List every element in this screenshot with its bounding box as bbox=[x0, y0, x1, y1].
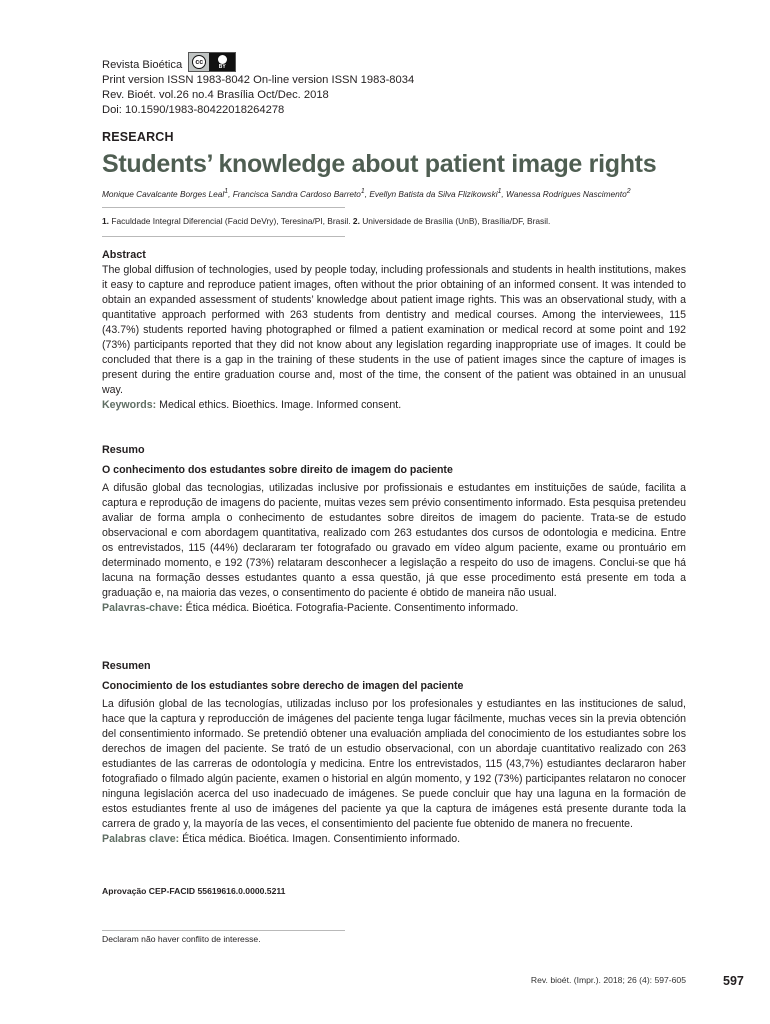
masthead bbox=[102, 52, 686, 118]
abstract-section bbox=[102, 248, 686, 413]
journal-line bbox=[102, 52, 686, 73]
resumen-text: La difusión global de las tecnologías, utilizadas incluso por los profesionales y estudiantes en las instituciones de salud, hace que la captura y reproducción de imágenes del paciente tenga lugar fácilmente, muchas veces sin la previa obtención del consentimiento informado. Se pretendió obtener una evaluación ampliada del conocimiento de los estudiantes sobre los derechos de imagen del paciente. Se trató de un estudio observacional, con un abordaje cuantitativo realizado con 263 estudiantes de las carreras de odontología y medicina. Entre los entrevistados, 115 (43,7%) estudiantes declararon haber fotografiado o filmado algún paciente, examen o historial en algún momento, y 192 (73%) participantes relataron no conocer ninguna legislación acerca del uso inadecuado de imágenes. Se puede concluir que hay una laguna en la formación de estos estudiantes frente al uso de imágenes del paciente ya que la captura de imágenes está presente durante toda la carrera de grado y, la mayoría de las veces, el consentimiento del paciente fue obtenido de manera no frecuente. bbox=[102, 698, 686, 830]
affiliations bbox=[102, 215, 702, 227]
resumen-heading: Resumen bbox=[102, 660, 151, 672]
resumo-subtitle: O conhecimento dos estudantes sobre direito de imagem do paciente bbox=[102, 464, 453, 476]
resumen-subtitle: Conocimiento de los estudiantes sobre derecho de imagen del paciente bbox=[102, 680, 464, 692]
author-name: Wanessa Rodrigues Nascimento bbox=[506, 188, 627, 199]
author-affiliation-mark: 1 bbox=[360, 188, 365, 195]
by-badge bbox=[209, 53, 235, 71]
keywords-text: Medical ethics. Bioethics. Image. Informed consent. bbox=[159, 399, 402, 411]
affiliation-text: Faculdade Integral Diferencial (Facid DeVry), Teresina/PI, Brasil. bbox=[111, 216, 351, 226]
doi-line[interactable]: Doi: 10.1590/1983-80422018264278 bbox=[102, 104, 285, 116]
keywords-label: Keywords: bbox=[102, 399, 157, 411]
journal-name: Revista Bioética bbox=[102, 59, 183, 71]
divider bbox=[102, 236, 345, 237]
author-name: Monique Cavalcante Borges Leal bbox=[102, 188, 225, 199]
page-number: 597 bbox=[723, 974, 744, 988]
author-affiliation-mark: 1 bbox=[224, 188, 229, 195]
conflict-of-interest: Declaram não haver conflito de interesse. bbox=[102, 934, 261, 944]
abstract-text: The global diffusion of technologies, used by people today, including professionals and students in health institutions, makes it easy to capture and reproduce patient images, often without the prior obtaining of an informed consent. It was intended to obtain an expanded assessment of students’ knowledge about patient image rights. This was an observational study, with a quantitative approach performed with 263 students from dentistry and medical courses. Among the interviewees, 115 (43.7%) students reported having photographed or filmed a patient examination or medical record at some point and 192 (73%) participants reported that they did not know about any legislation regarding inappropriate use of images. It could be concluded that there is a gap in the training of these students in the use of patient images since the capture of images is present during the entire graduation course and, most of the time, the consent of the patient was obtained in an unusual way. bbox=[102, 264, 686, 396]
author-name: Evellyn Batista da Silva Flizikowski bbox=[369, 188, 498, 199]
issn-line: Print version ISSN 1983-8042 On-line version ISSN 1983-8034 bbox=[102, 74, 415, 86]
by-label: BY bbox=[218, 63, 226, 70]
ethics-approval: Aprovação CEP-FACID 55619616.0.0000.5211 bbox=[102, 886, 286, 896]
affiliation-number: 2. bbox=[352, 216, 360, 226]
author-affiliation-mark: 2 bbox=[626, 188, 631, 195]
author-affiliation-mark: 1 bbox=[497, 188, 502, 195]
palabras-clave-label: Palabras clave: bbox=[102, 833, 180, 845]
affiliation-text: Universidade de Brasília (UnB), Brasília/DF, Brasil. bbox=[362, 216, 551, 226]
article-title: Students’ knowledge about patient image rights bbox=[102, 150, 657, 178]
author-name: Francisca Sandra Cardoso Barreto bbox=[232, 188, 361, 199]
section-label: RESEARCH bbox=[102, 130, 174, 144]
palavras-chave-label: Palavras-chave: bbox=[102, 602, 183, 614]
keywords-line bbox=[102, 832, 686, 847]
keywords-line bbox=[102, 601, 686, 616]
cc-circle-icon: cc bbox=[192, 55, 206, 69]
palabras-clave-text: Ética médica. Bioética. Imagen. Consentimiento informado. bbox=[182, 833, 461, 845]
cc-by-icon[interactable] bbox=[188, 52, 236, 72]
palavras-chave-text: Ética médica. Bioética. Fotografia-Paciente. Consentimento informado. bbox=[185, 602, 519, 614]
resumen-section bbox=[102, 659, 686, 847]
volume-line: Rev. Bioét. vol.26 no.4 Brasília Oct/Dec. 2018 bbox=[102, 89, 329, 101]
footer-citation: Rev. bioét. (Impr.). 2018; 26 (4): 597-605 bbox=[530, 975, 686, 985]
resumo-heading: Resumo bbox=[102, 444, 145, 456]
person-icon bbox=[218, 55, 227, 64]
divider bbox=[102, 207, 345, 208]
resumo-section bbox=[102, 443, 686, 616]
footnote-divider bbox=[102, 930, 345, 931]
keywords-line bbox=[102, 398, 686, 413]
affiliation-number: 1. bbox=[102, 216, 109, 226]
resumo-text: A difusão global das tecnologias, utilizadas inclusive por profissionais e estudantes em instituições de saúde, facilita a captura e reprodução de imagens do paciente, muitas vezes sem prévio consentimento informado. Esta pesquisa pretendeu avaliar de forma ampla o conhecimento de estudantes sobre direitos de imagem do paciente. Trata-se de estudo observacional e com abordagem quantitativa, realizado com 263 estudantes dos cursos de odontologia e medicina. Entre os entrevistados, 115 (44%) declararam ter fotografado ou gravado em vídeo algum paciente, exame ou prontuário em determinado momento, e 192 (73%) relataram desconhecer a legislação a respeito do uso de imagens. Conclui-se que há lacuna na formação desses estudantes quanto a essa questão, já que esse procedimento está presente em toda a graduação e, na maioria das vezes, o consentimento do paciente é obtido de maneira não usual. bbox=[102, 482, 686, 599]
abstract-heading: Abstract bbox=[102, 249, 146, 261]
author-list: Monique Cavalcante Borges Leal$^1$, Francisca Sandra Cardoso Barreto$^1$, Evellyn Batista da Silva Flizikowski$^1$, Wanessa Rodrigues Nascimento$^2$ bbox=[102, 188, 631, 199]
